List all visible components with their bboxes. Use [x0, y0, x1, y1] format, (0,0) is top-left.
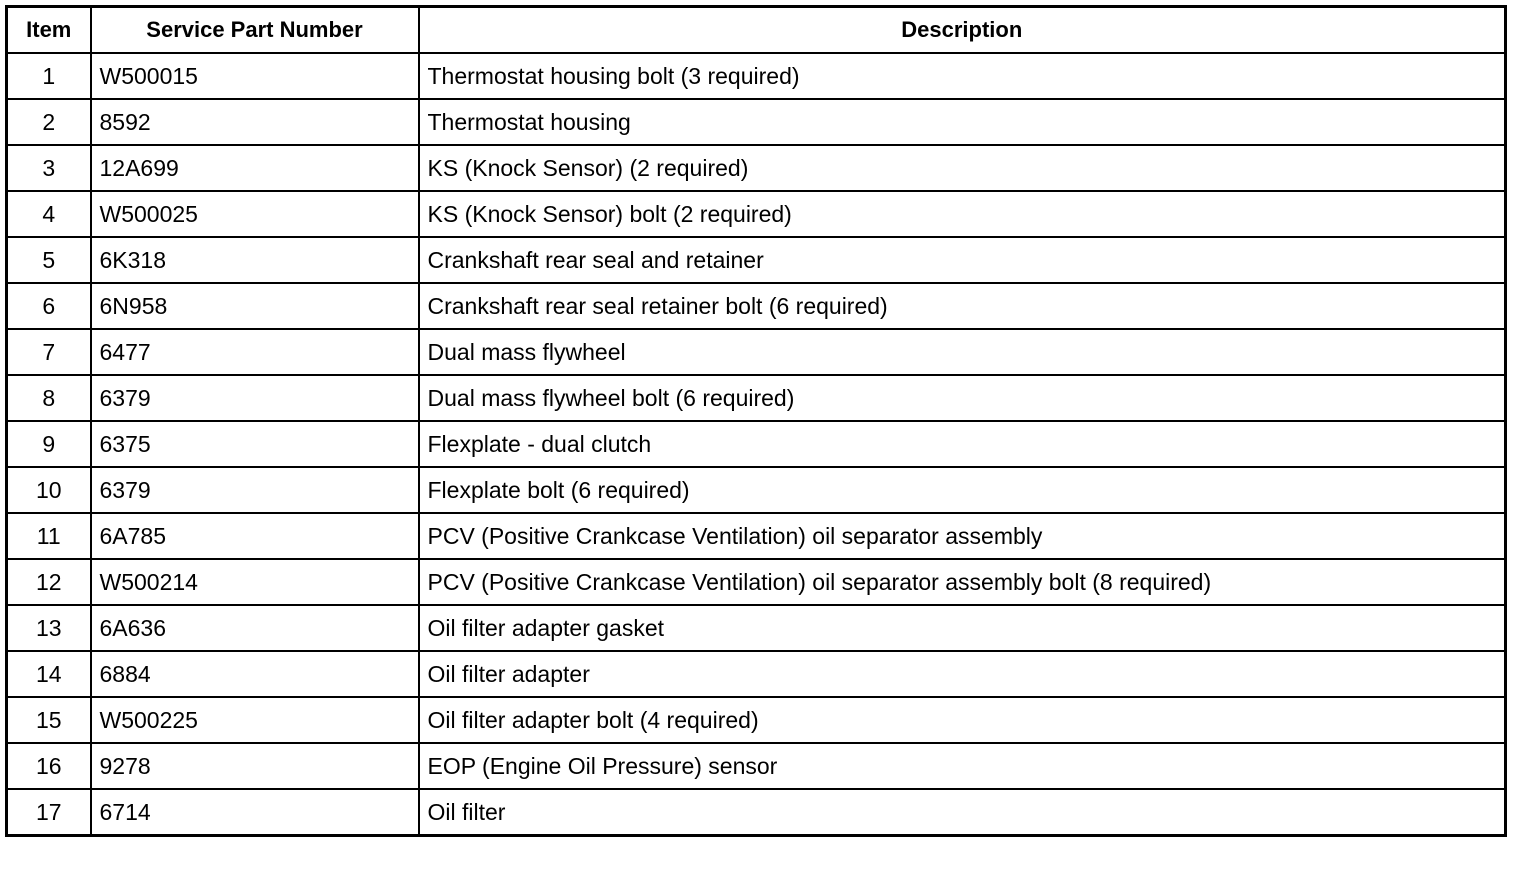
item-number-cell: 6 [7, 283, 91, 329]
part-number-cell: W500015 [91, 53, 419, 99]
table-row [7, 237, 1506, 283]
part-number-cell: W500025 [91, 191, 419, 237]
description-cell: Dual mass flywheel bolt (6 required) [419, 375, 1506, 421]
item-number-cell: 12 [7, 559, 91, 605]
item-number-cell: 8 [7, 375, 91, 421]
item-number-cell: 11 [7, 513, 91, 559]
description-cell: Oil filter adapter [419, 651, 1506, 697]
item-number-cell: 4 [7, 191, 91, 237]
part-number-cell: 6884 [91, 651, 419, 697]
description-cell: PCV (Positive Crankcase Ventilation) oil separator assembly [419, 513, 1506, 559]
description-cell: Oil filter [419, 789, 1506, 836]
table-row [7, 191, 1506, 237]
parts-table [5, 5, 1507, 837]
part-number-cell: 6A636 [91, 605, 419, 651]
item-number-cell: 15 [7, 697, 91, 743]
part-number-cell: 8592 [91, 99, 419, 145]
description-cell: PCV (Positive Crankcase Ventilation) oil separator assembly bolt (8 required) [419, 559, 1506, 605]
table-row [7, 697, 1506, 743]
description-cell: EOP (Engine Oil Pressure) sensor [419, 743, 1506, 789]
header-item: Item [7, 7, 91, 54]
item-number-cell: 1 [7, 53, 91, 99]
table-row [7, 467, 1506, 513]
description-cell: Thermostat housing [419, 99, 1506, 145]
item-number-cell: 10 [7, 467, 91, 513]
table-row [7, 99, 1506, 145]
part-number-cell: 9278 [91, 743, 419, 789]
description-cell: Flexplate - dual clutch [419, 421, 1506, 467]
part-number-cell: 6714 [91, 789, 419, 836]
item-number-cell: 7 [7, 329, 91, 375]
table-row [7, 53, 1506, 99]
part-number-cell: W500214 [91, 559, 419, 605]
table-row [7, 283, 1506, 329]
item-number-cell: 14 [7, 651, 91, 697]
part-number-cell: 6477 [91, 329, 419, 375]
part-number-cell: 6N958 [91, 283, 419, 329]
table-row [7, 743, 1506, 789]
table-row [7, 513, 1506, 559]
item-number-cell: 5 [7, 237, 91, 283]
description-cell: Oil filter adapter gasket [419, 605, 1506, 651]
description-cell: Oil filter adapter bolt (4 required) [419, 697, 1506, 743]
item-number-cell: 9 [7, 421, 91, 467]
part-number-cell: 6K318 [91, 237, 419, 283]
description-cell: Crankshaft rear seal and retainer [419, 237, 1506, 283]
item-number-cell: 17 [7, 789, 91, 836]
description-cell: Flexplate bolt (6 required) [419, 467, 1506, 513]
table-header [7, 7, 1506, 54]
item-number-cell: 3 [7, 145, 91, 191]
table-body [7, 53, 1506, 836]
header-service-part-number: Service Part Number [91, 7, 419, 54]
item-number-cell: 13 [7, 605, 91, 651]
part-number-cell: 6379 [91, 375, 419, 421]
description-cell: Thermostat housing bolt (3 required) [419, 53, 1506, 99]
table-row [7, 145, 1506, 191]
item-number-cell: 2 [7, 99, 91, 145]
item-number-cell: 16 [7, 743, 91, 789]
part-number-cell: 6379 [91, 467, 419, 513]
header-row [7, 7, 1506, 54]
table-row [7, 789, 1506, 836]
table-row [7, 651, 1506, 697]
description-cell: Dual mass flywheel [419, 329, 1506, 375]
table-row [7, 329, 1506, 375]
description-cell: KS (Knock Sensor) (2 required) [419, 145, 1506, 191]
header-description: Description [419, 7, 1506, 54]
part-number-cell: 6A785 [91, 513, 419, 559]
description-cell: KS (Knock Sensor) bolt (2 required) [419, 191, 1506, 237]
table-row [7, 375, 1506, 421]
part-number-cell: W500225 [91, 697, 419, 743]
table-row [7, 421, 1506, 467]
table-row [7, 559, 1506, 605]
part-number-cell: 12A699 [91, 145, 419, 191]
part-number-cell: 6375 [91, 421, 419, 467]
description-cell: Crankshaft rear seal retainer bolt (6 required) [419, 283, 1506, 329]
table-row [7, 605, 1506, 651]
